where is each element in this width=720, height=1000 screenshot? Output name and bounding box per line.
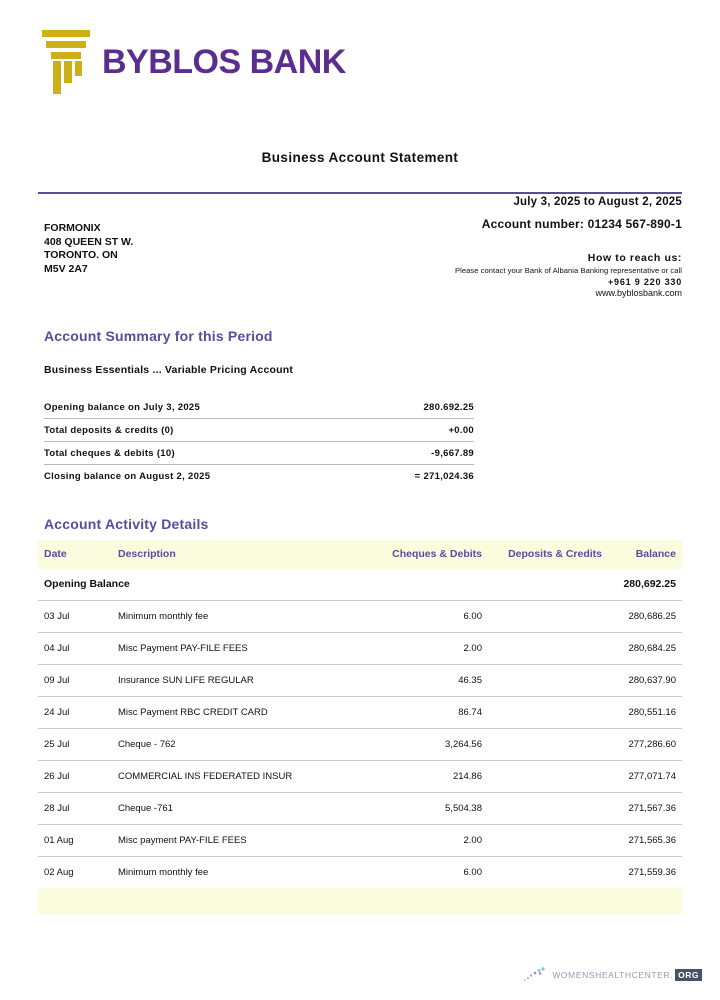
row-credit [482,697,602,729]
header-divider [38,192,682,194]
customer-address [44,222,133,276]
summary-label: Opening balance on July 3, 2025 [44,396,361,419]
row-debit: 86.74 [366,697,482,729]
opening-balance-amount: 280,692.25 [602,569,682,601]
customer-name: FORMONIX [44,222,101,234]
row-debit: 214.86 [366,761,482,793]
opening-debit-cell [366,569,482,601]
row-description: COMMERCIAL INS FEDERATED INSUR [118,761,366,793]
summary-amount: -9,667.89 [361,442,474,465]
row-balance: 271,565.36 [602,825,682,857]
opening-credit-cell [482,569,602,601]
table-footer-band [38,888,682,914]
row-description: Minimum monthly fee [118,601,366,633]
account-summary-table [44,396,474,487]
table-row [38,761,682,793]
row-description: Insurance SUN LIFE REGULAR [118,665,366,697]
row-debit: 2.00 [366,633,482,665]
product-name: Business Essentials ... Variable Pricing Account [44,364,294,376]
activity-body [38,569,682,914]
row-debit: 5,504.38 [366,793,482,825]
table-row [38,633,682,665]
row-debit: 6.00 [463,867,482,878]
activity-header-row [38,540,682,569]
table-row [38,665,682,697]
row-date: 03 Jul [38,601,118,633]
row-description: Misc Payment PAY-FILE FEES [118,633,366,665]
account-number: Account number: 01234 567-890-1 [481,217,682,231]
table-row [38,825,682,857]
row-date: 01 Aug [38,825,118,857]
summary-row [44,442,474,465]
row-date: 02 Aug [44,867,74,878]
contact-instruction: Please contact your Bank of Albania Banking representative or call [454,266,682,275]
row-credit [482,633,602,665]
row-balance: 271,559.36 [628,867,676,878]
summary-label: Total cheques & debits (10) [44,442,361,465]
row-balance: 271,567.36 [602,793,682,825]
activity-header [38,540,682,569]
contact-website[interactable]: www.byblosbank.com [595,288,682,298]
statement-period: July 3, 2025 to August 2, 2025 [513,196,682,208]
row-credit [482,857,602,889]
bank-logo [38,26,346,98]
column-header-debits: Cheques & Debits [366,540,482,569]
row-description: Cheque -761 [118,793,366,825]
row-date: 24 Jul [38,697,118,729]
column-icon [38,26,94,98]
watermark-text: WOMENSHEALTHCENTER. [552,970,674,980]
table-row [38,697,682,729]
contact-phone: +961 9 220 330 [607,277,682,287]
row-balance: 280,684.25 [602,633,682,665]
summary-label: Closing balance on August 2, 2025 [44,471,211,482]
row-credit [482,601,602,633]
row-description: Misc Payment RBC CREDIT CARD [118,697,366,729]
row-date: 09 Jul [38,665,118,697]
row-balance: 280,637.90 [602,665,682,697]
address-line-2: TORONTO. ON [44,249,118,261]
row-credit [482,793,602,825]
column-header-credits: Deposits & Credits [482,540,602,569]
row-debit: 3,264.56 [366,729,482,761]
page-title: Business Account Statement [261,150,459,165]
watermark [523,966,702,984]
dots-swoosh-icon [523,966,549,984]
contact-block [455,252,682,298]
summary-body [44,396,474,487]
opening-balance-row [38,569,682,601]
column-header-description: Description [118,540,366,569]
row-balance: 280,551.16 [602,697,682,729]
row-credit [482,729,602,761]
row-balance: 280,686.25 [602,601,682,633]
row-debit: 6.00 [366,601,482,633]
column-header-date: Date [38,540,118,569]
table-row [38,601,682,633]
summary-label: Total deposits & credits (0) [44,419,361,442]
row-balance: 277,286.60 [602,729,682,761]
row-description: Minimum monthly fee [118,867,209,878]
row-credit [482,665,602,697]
row-description: Cheque - 762 [118,729,366,761]
summary-amount: +0.00 [361,419,474,442]
summary-amount: = 271,024.36 [414,471,474,482]
row-debit: 2.00 [366,825,482,857]
watermark-badge: ORG [675,969,702,981]
bank-name: BYBLOS BANK [102,43,346,81]
row-credit [482,825,602,857]
row-date: 28 Jul [38,793,118,825]
table-row [38,793,682,825]
column-header-balance: Balance [602,540,682,569]
account-summary-heading: Account Summary for this Period [44,328,273,344]
account-activity-heading: Account Activity Details [44,516,209,532]
table-row [38,729,682,761]
summary-row [44,396,474,419]
summary-amount: 280.692.25 [361,396,474,419]
row-date: 04 Jul [38,633,118,665]
contact-title: How to reach us: [587,252,682,264]
row-date: 25 Jul [38,729,118,761]
row-debit: 46.35 [366,665,482,697]
row-date: 26 Jul [38,761,118,793]
postal-code: M5V 2A7 [44,262,88,275]
opening-balance-label: Opening Balance [38,569,366,601]
table-row [38,857,682,889]
address-line-1: 408 QUEEN ST W. [44,235,134,248]
summary-row [44,465,474,488]
row-credit [482,761,602,793]
account-activity-table [38,540,682,914]
row-description: Misc payment PAY-FILE FEES [118,825,366,857]
row-balance: 277,071.74 [602,761,682,793]
summary-row [44,419,474,442]
